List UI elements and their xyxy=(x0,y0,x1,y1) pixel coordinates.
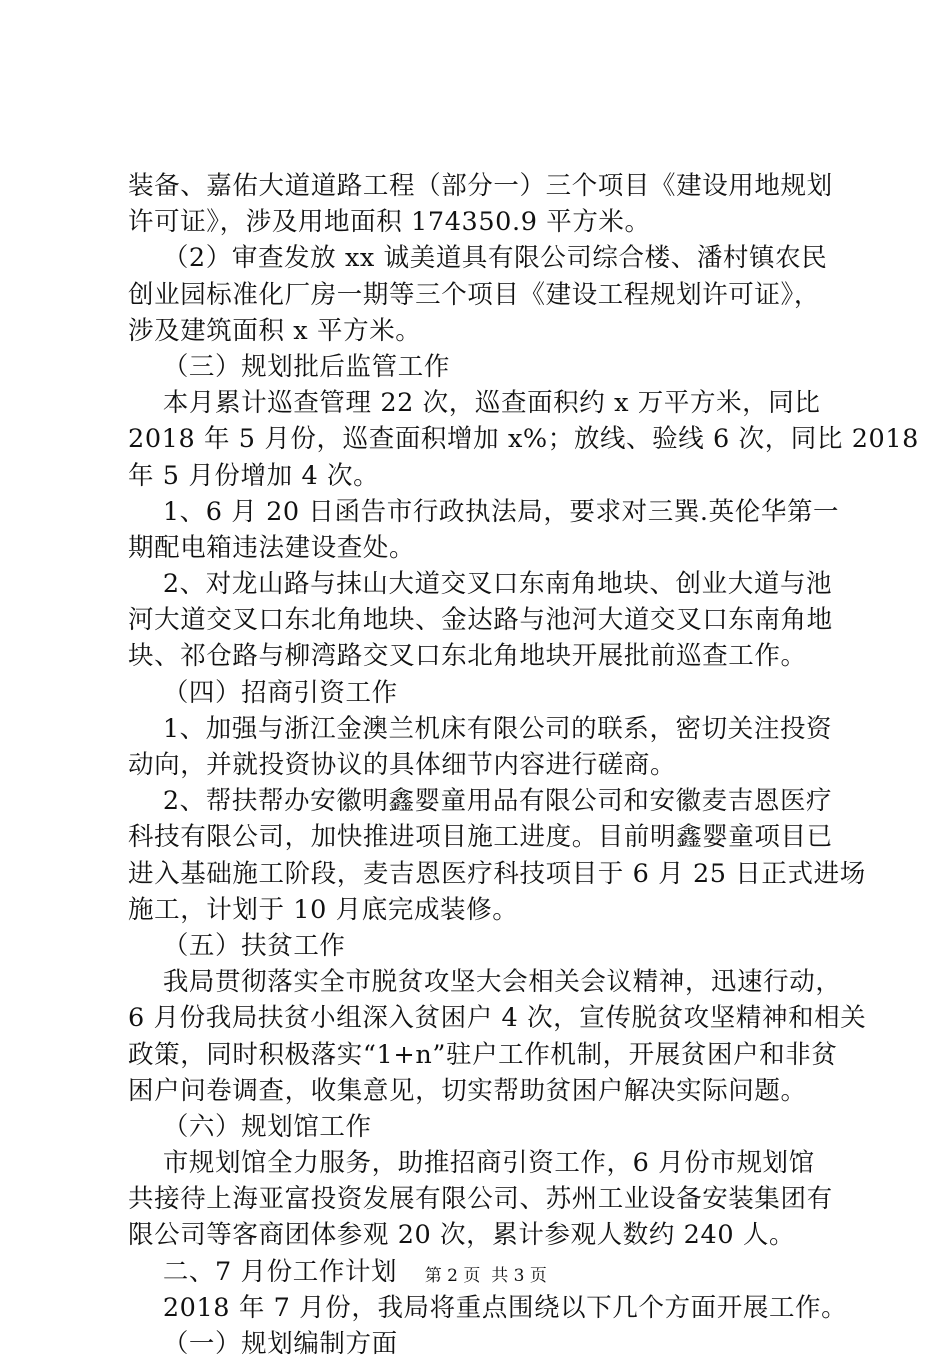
section-heading: （四）招商引资工作 xyxy=(128,677,398,708)
text-line: 1、加强与浙江金澳兰机床有限公司的联系，密切关注投资 xyxy=(128,713,833,744)
text-line: 进入基础施工阶段，麦吉恩医疗科技项目于 6 月 25 日正式进场 xyxy=(128,858,866,889)
text-line: （2）审查发放 xx 诚美道具有限公司综合楼、潘村镇农民 xyxy=(128,243,828,274)
text-line: 块、祁仓路与柳湾路交叉口东北角地块开展批前巡查工作。 xyxy=(128,641,807,672)
section-heading: （五）扶贫工作 xyxy=(128,930,346,961)
text-line: 年 5 月份增加 4 次。 xyxy=(128,460,380,491)
text-line: 市规划馆全力服务，助推招商引资工作，6 月份市规划馆 xyxy=(128,1148,815,1179)
text-line: 政策，同时积极落实“1+n”驻户工作机制，开展贫困户和非贫 xyxy=(128,1039,838,1070)
page-footer xyxy=(0,1246,950,1306)
text-line: 困户问卷调查，收集意见，切实帮助贫困户解决实际问题。 xyxy=(128,1075,807,1106)
section-heading: 二、7 月份工作计划 xyxy=(128,1256,398,1287)
text-line: 共接待上海亚富投资发展有限公司、苏州工业设备安装集团有 xyxy=(128,1184,833,1215)
section-heading: （六）规划馆工作 xyxy=(128,1111,372,1142)
text-line: 2018 年 7 月份，我局将重点围绕以下几个方面开展工作。 xyxy=(128,1292,848,1323)
section-heading: （三）规划批后监管工作 xyxy=(128,351,450,382)
document-body xyxy=(128,168,919,1362)
text-line: 1、6 月 20 日函告市行政执法局，要求对三巽.英伦华第一 xyxy=(128,496,840,527)
text-line: 涉及建筑面积 x 平方米。 xyxy=(128,315,422,346)
text-line: 限公司等客商团体参观 20 次，累计参观人数约 240 人。 xyxy=(128,1220,796,1251)
text-line: 期配电箱违法建设查处。 xyxy=(128,532,416,563)
text-line: 河大道交叉口东北角地块、金达路与池河大道交叉口东南角地 xyxy=(128,605,833,636)
text-line: 动向，并就投资协议的具体细节内容进行磋商。 xyxy=(128,750,677,780)
text-line: 创业园标准化厂房一期等三个项目《建设工程规划许可证》， xyxy=(128,279,820,310)
text-line: 科技有限公司，加快推进项目施工进度。目前明鑫婴童项目已 xyxy=(128,822,833,853)
section-heading: （一）规划编制方面 xyxy=(128,1329,398,1359)
text-line: 装备、嘉佑大道道路工程（部分一）三个项目《建设用地规划 xyxy=(128,171,833,201)
text-line: 本月累计巡查管理 22 次，巡查面积约 x 万平方米，同比 xyxy=(128,388,821,419)
text-line: 施工，计划于 10 月底完成装修。 xyxy=(128,894,519,925)
text-line: 2、对龙山路与抹山大道交叉口东南角地块、创业大道与池 xyxy=(128,569,833,600)
text-line: 2018 年 5 月份，巡查面积增加 x%；放线、验线 6 次，同比 2018 xyxy=(128,424,919,455)
page-number: 第 2 页 共 3 页 xyxy=(424,1266,547,1286)
text-line: 6 月份我局扶贫小组深入贫困户 4 次，宣传脱贫攻坚精神和相关 xyxy=(128,1003,867,1034)
text-line: 我局贯彻落实全市脱贫攻坚大会相关会议精神，迅速行动， xyxy=(128,967,842,998)
text-line: 许可证》，涉及用地面积 174350.9 平方米。 xyxy=(128,207,651,238)
text-line: 2、帮扶帮办安徽明鑫婴童用品有限公司和安徽麦吉恩医疗 xyxy=(128,786,833,817)
